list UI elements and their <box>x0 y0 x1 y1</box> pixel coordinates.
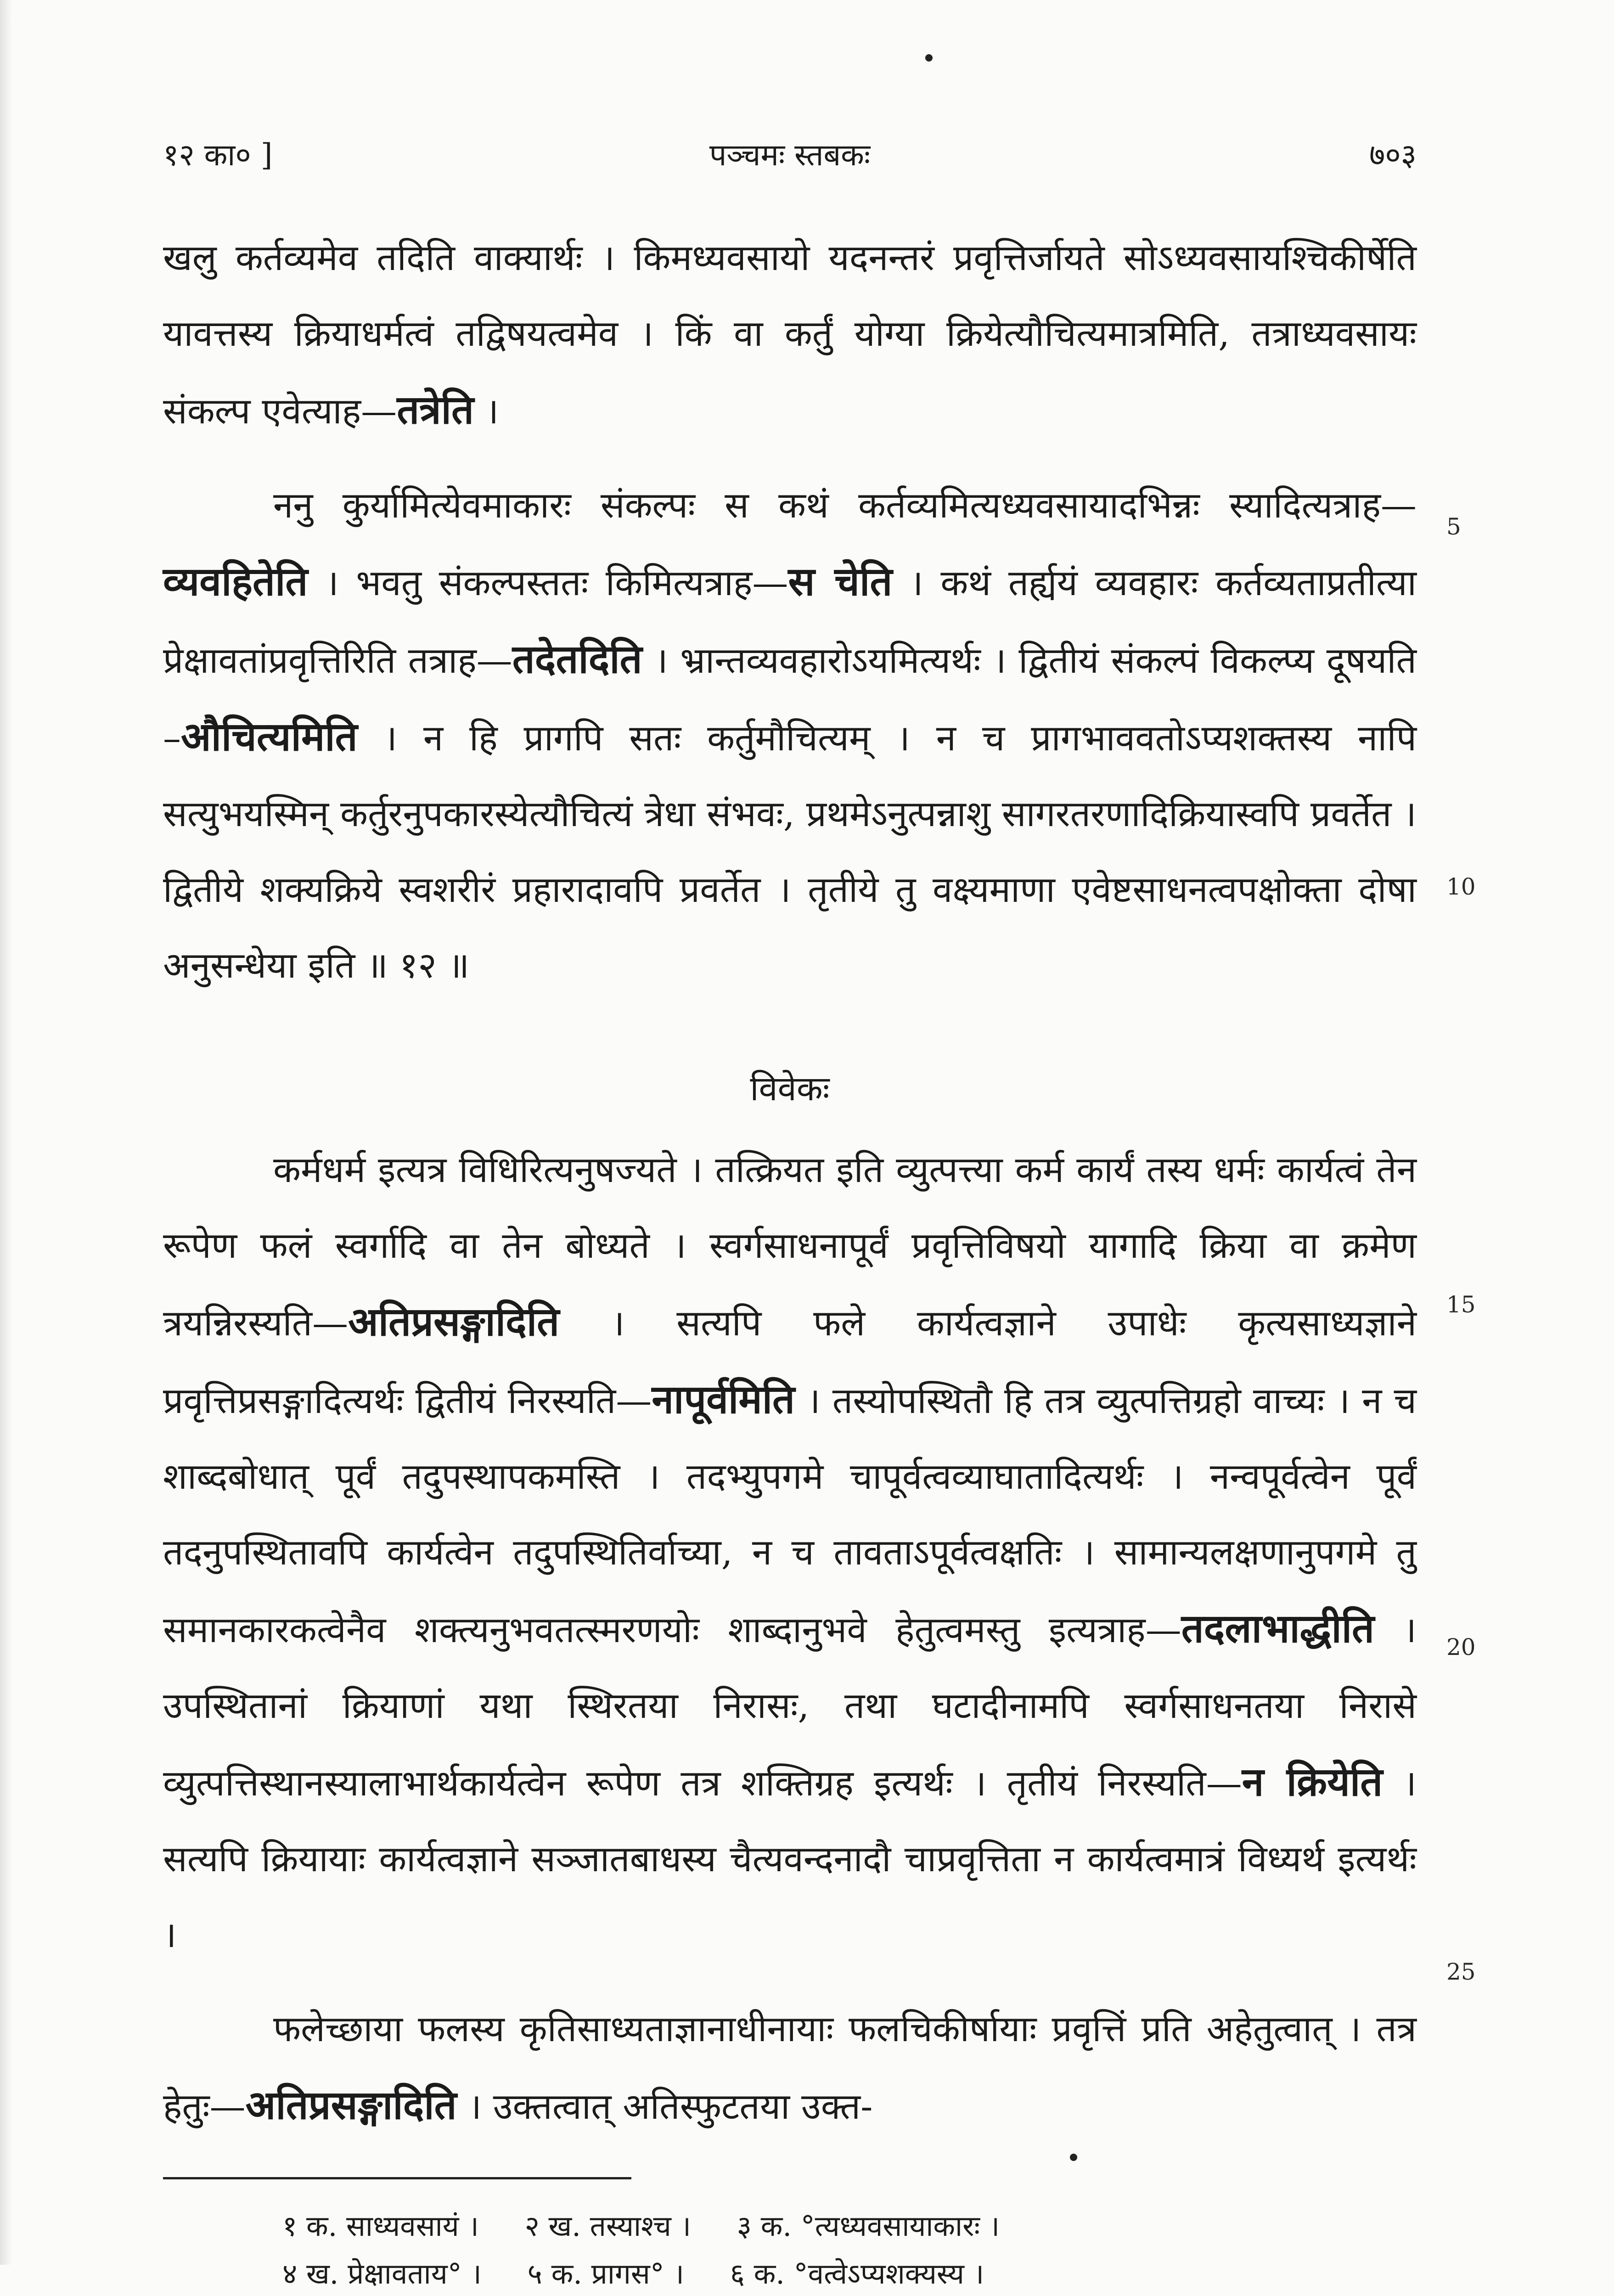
footnote-row <box>282 2202 1417 2250</box>
para2-lemma-d: औचित्यमिति <box>181 714 358 760</box>
line-number-10: 10 <box>1446 873 1476 900</box>
paragraph-viveka-first <box>163 1132 1417 1973</box>
para3-text-d: । उपस्थितानां क्रियाणां यथा स्थिरतया निरासः, तथा घटादीनामपि स्वर्गसाधनतया निरासे व्युत्पत्तिस्थानस्यालाभार्थकार्यत्वेन रूपेण तत्र शक्तिग्रह इत्यर्थः । तृतीयं निरस्यति— <box>163 1609 1417 1804</box>
header-chapter-title: पञ्चमः स्तबकः <box>709 137 871 173</box>
para3-text-c: । तस्योपस्थितौ हि तत्र व्युत्पत्तिग्रहो वाच्यः । न च शाब्दबोधात् पूर्वं तदुपस्थापकमस्ति । तदभ्युपगमे चापूर्वत्वव्याघातादित्यर्थः । नन्वपूर्वत्वेन पूर्वं तदनुपस्थितावपि कार्यत्वेन तदुपस्थितिर्वाच्या, न च तावताऽपूर्वत्वक्षतिः । सामान्यलक्षणानुपगमे तु समानकारकत्वेनैव शक्त्यनुभवतत्स्मरणयोः शाब्दानुभवे हेतुत्वमस्तु इत्यत्राह— <box>163 1380 1417 1651</box>
footnote-3: ३ क. °त्यध्यवसायाकारः । <box>737 2209 1000 2243</box>
para2-text-a: ननु कुर्यामित्येवमाकारः संकल्पः स कथं कर्तव्यमित्यध्यवसायादभिन्नः स्यादित्यत्राह— <box>273 485 1417 526</box>
scan-edge-shadow <box>0 0 12 2265</box>
para3-lemma-c: तदलाभाद्धीति <box>1181 1605 1375 1652</box>
bottom-ink-dot <box>1070 2154 1077 2161</box>
line-number-20: 20 <box>1446 1634 1476 1660</box>
paragraph-second <box>163 468 1417 1004</box>
para3-text-e: । सत्यपि क्रियायाः कार्यत्वज्ञाने सञ्जातबाधस्य चैत्यवन्दनादौ चाप्रवृत्तिता न कार्यत्वमात्रं विध्यर्थ इत्यर्थः । <box>163 1763 1417 1956</box>
header-page-number: ७०३ <box>1369 137 1417 173</box>
para1-text-a: खलु कर्तव्यमेव तदिति वाक्यार्थः । किमध्यवसायो यदनन्तरं प्रवृत्तिर्जायते सोऽध्यवसायश्चिकीर्षेति यावत्तस्य क्रियाधर्मत्वं तद्विषयत्वमेव । किं वा कर्तुं योग्या क्रियेत्यौचित्यमात्रमिति, तत्राध्यवसायः संकल्प एवेत्याह— <box>163 237 1417 432</box>
main-text <box>163 220 1417 2296</box>
footnote-1: १ क. साध्यवसायं । <box>282 2209 479 2243</box>
para3-text-b: । सत्यपि फले कार्यत्वज्ञाने उपाधेः कृत्यसाध्यज्ञाने प्रवृत्तिप्रसङ्गादित्यर्थः द्वितीयं निरस्यति— <box>163 1303 1417 1422</box>
para2-text-d: । भ्रान्तव्यवहारोऽयमित्यर्थः । द्वितीयं संकल्पं विकल्प्य दूषयति – <box>163 640 1417 759</box>
para4-text-a: फलेच्छाया फलस्य कृतिसाध्यताज्ञानाधीनायाः फलचिकीर्षायाः प्रवृत्तिं प्रति अहेतुत्वात् । तत्र हेतुः— <box>163 2009 1417 2127</box>
paragraph-continuation <box>163 220 1417 450</box>
para3-lemma-d: न क्रियेति <box>1242 1759 1383 1805</box>
footnote-4: ४ ख. प्रेक्षावताय° । <box>282 2257 482 2290</box>
footnotes <box>163 2202 1417 2296</box>
para4-text-b: । उक्तत्वात् अतिस्फुटतया उक्त- <box>456 2086 873 2127</box>
para3-lemma-a: अतिप्रसङ्गादिति <box>348 1299 560 1345</box>
line-number-15: 15 <box>1446 1291 1476 1318</box>
para3-text-a: कर्मधर्म इत्यत्र विधिरित्यनुषज्यते । तत्क्रियत इति व्युत्पत्त्या कर्म कार्यं तस्य धर्मः कार्यत्वं तेन रूपेण फलं स्वर्गादि वा तेन बोध्यते । स्वर्गसाधनापूर्वं प्रवृत्तिविषयो यागादि क्रिया वा क्रमेण त्रयन्निरस्यति— <box>163 1149 1417 1344</box>
para2-text-e: । न हि प्रागपि सतः कर्तुमौचित्यम् । न च प्रागभाववतोऽप्यशक्तस्य नापि सत्युभयस्मिन् कर्तुरनुपकारस्येत्यौचित्यं त्रेधा संभवः, प्रथमेऽनुत्पन्नाशु सागरतरणादिक्रियास्वपि प्रवर्तेत । द्वितीये शक्यक्रिये स्वशरीरं प्रहारादावपि प्रवर्तेत । तृतीये तु वक्ष्यमाणा एवेष्टसाधनत्वपक्षोक्ता दोषा अनुसन्धेया इति ॥ १२ ॥ <box>163 718 1417 986</box>
para2-lemma-b: स चेति <box>788 558 893 605</box>
para4-lemma-a: अतिप्रसङ्गादिति <box>245 2082 457 2128</box>
para3-lemma-b: नापूर्वमिति <box>652 1376 795 1423</box>
footnote-2: २ ख. तस्याश्च । <box>524 2209 692 2243</box>
para2-lemma-c: तदेतदिति <box>512 636 642 682</box>
footnote-row <box>282 2250 1417 2296</box>
para1-text-end: । <box>473 391 499 432</box>
para2-lemma-a: व्यवहितेति <box>163 558 308 605</box>
header-karika-ref: १२ का० ] <box>163 137 273 173</box>
paragraph-viveka-second <box>163 1992 1417 2145</box>
section-heading: विवेकः <box>750 1069 830 1109</box>
para1-lemma-a: तत्रेति <box>397 387 474 433</box>
para2-text-c: । कथं तर्ह्ययं व्यवहारः कर्तव्यताप्रतीत्या प्रेक्षावतांप्रवृत्तिरिति तत्राह— <box>163 563 1417 681</box>
top-ink-dot <box>925 54 933 62</box>
para2-text-b: । भवतु संकल्पस्ततः किमित्यत्राह— <box>308 563 788 604</box>
footnote-separator-rule <box>163 2177 631 2179</box>
running-header <box>163 133 1417 184</box>
line-number-5: 5 <box>1446 513 1461 540</box>
footnote-6: ६ क. °वत्वेऽप्यशक्यस्य । <box>730 2257 984 2290</box>
line-number-25: 25 <box>1446 1958 1476 1985</box>
footnote-5: ५ क. प्रागस° । <box>527 2257 684 2290</box>
